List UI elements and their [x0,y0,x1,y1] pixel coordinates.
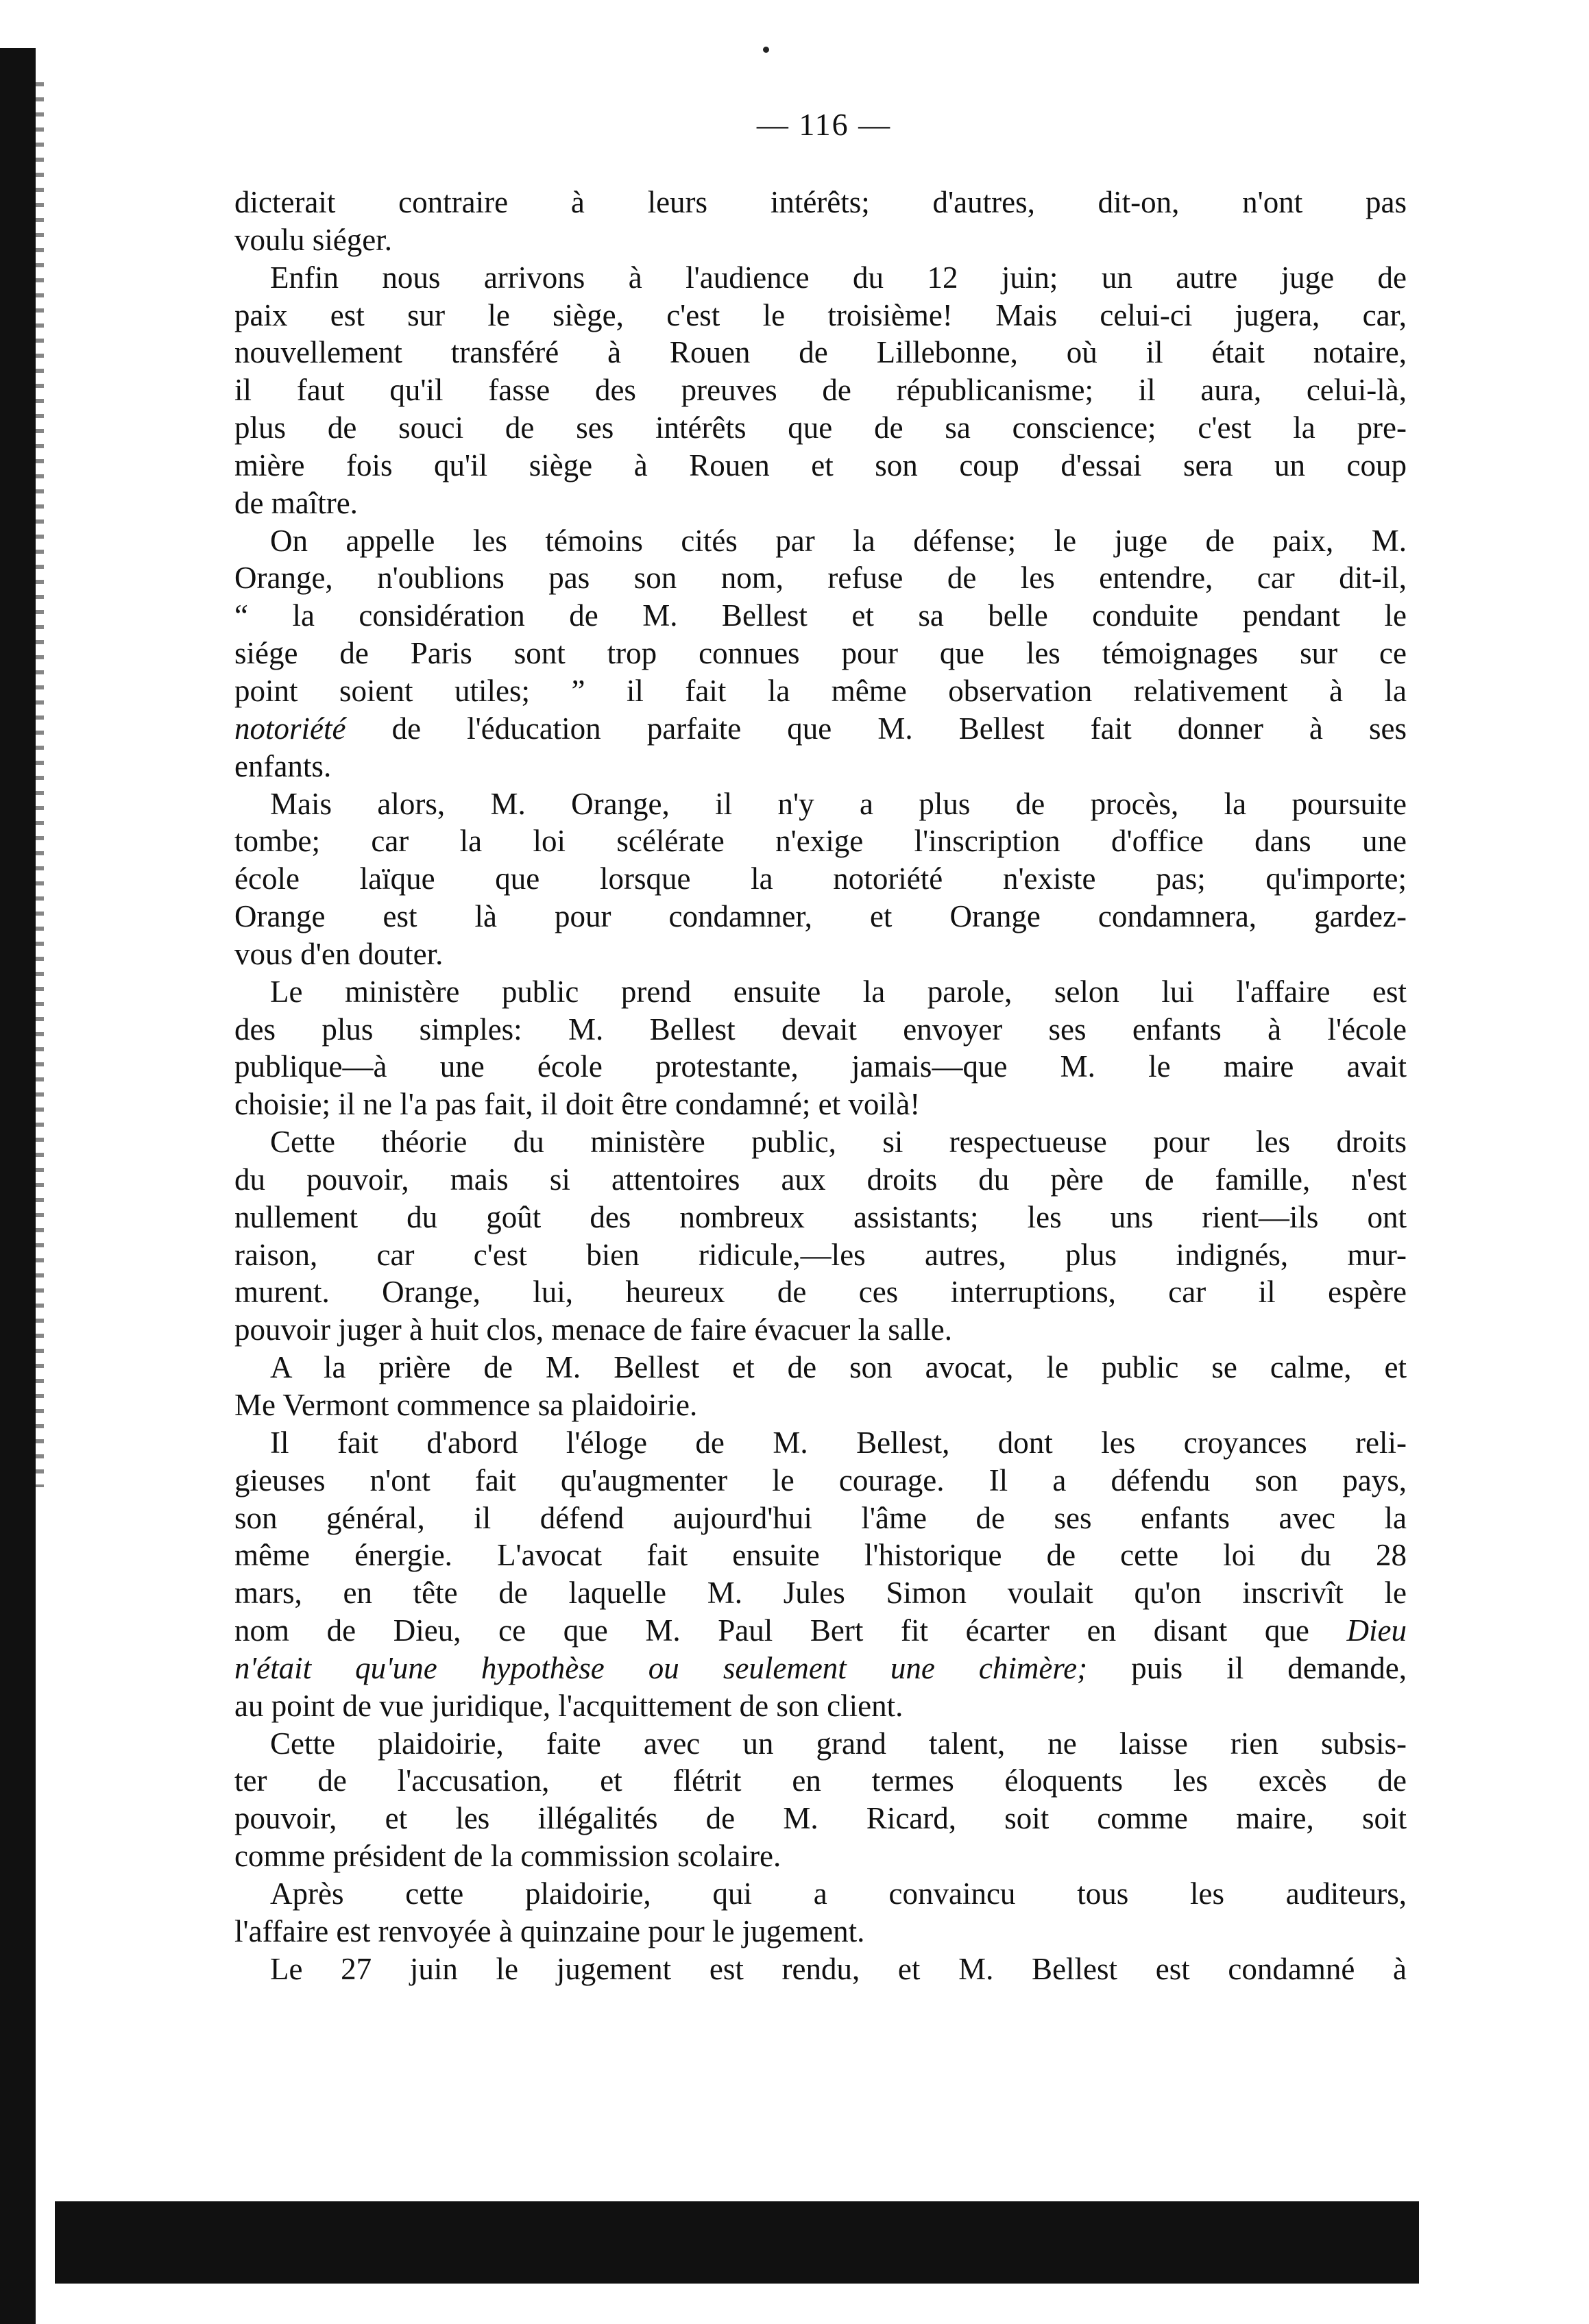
text-line [234,334,1407,371]
text-line [234,1462,1407,1500]
line-text: du pouvoir, mais si attentoires aux droits du père de famille, n'est [234,1162,1407,1197]
text-line [234,1612,1407,1650]
text-line [234,1386,1407,1424]
text-line [234,1123,1407,1161]
text-line [234,1725,1407,1763]
line-text: comme président de la commission scolaire. [234,1839,781,1874]
text-line [234,710,1407,748]
text-line [234,409,1407,447]
line-text: tombe; car la loi scélérate n'exige l'inscription d'office dans une [234,824,1407,859]
text-line [234,1273,1407,1311]
line-text: de maître. [234,485,358,520]
line-text: choisie; il ne l'a pas fait, il doit être condamné; et voilà! [234,1087,921,1122]
text-line [234,259,1407,297]
text-line [234,635,1407,672]
text-line [234,1650,1407,1687]
line-text: de l'éducation parfaite que M. Bellest fait donner à ses [345,711,1407,746]
line-text: nom de Dieu, ce que M. Paul Bert fit écarter en disant que [234,1613,1347,1648]
line-text: “ la considération de M. Bellest et sa belle conduite pendant le [234,598,1407,633]
text-line [234,597,1407,635]
line-text: On appelle les témoins cités par la défense; le juge de paix, M. [270,523,1407,558]
line-text: au point de vue juridique, l'acquittement de son client. [234,1688,903,1723]
text-line [234,1800,1407,1837]
line-text: murent. Orange, lui, heureux de ces interruptions, car il espère [234,1275,1407,1310]
italic-text: notoriété [234,711,346,746]
text-line [234,1950,1407,1988]
line-text: Le ministère public prend ensuite la parole, selon lui l'affaire est [270,974,1407,1009]
line-text: l'affaire est renvoyée à quinzaine pour le jugement. [234,1913,865,1948]
text-line [234,973,1407,1011]
text-line [234,221,1407,259]
text-line [234,1011,1407,1049]
text-line [234,522,1407,560]
text-line [234,1236,1407,1274]
line-text: raison, car c'est bien ridicule,—les autres, plus indignés, mur- [234,1237,1407,1272]
line-text: point soient utiles; ” il fait la même observation relativement à la [234,673,1407,708]
text-line [234,1424,1407,1462]
line-text: paix est sur le siège, c'est le troisième! Mais celui-ci jugera, car, [234,297,1407,332]
line-text: gieuses n'ont fait qu'augmenter le courage. Il a défendu son pays, [234,1463,1407,1497]
scan-speck [763,47,769,53]
text-line [234,559,1407,597]
line-text: publique—à une école protestante, jamais—que M. le maire avait [234,1049,1407,1084]
text-line [234,822,1407,860]
line-text: voulu siéger. [234,222,392,257]
line-text: puis il demande, [1087,1650,1407,1685]
line-text: Après cette plaidoirie, qui a convaincu tous les auditeurs, [270,1876,1407,1911]
line-text: vous d'en douter. [234,936,444,971]
line-text: mière fois qu'il siège à Rouen et son coup d'essai sera un coup [234,448,1407,482]
line-text: Cette théorie du ministère public, si respectueuse pour les droits [270,1125,1407,1160]
text-line [234,1199,1407,1236]
line-text: pouvoir, et les illégalités de M. Ricard, soit comme maire, soit [234,1801,1407,1836]
italic-text: n'était qu'une hypothèse ou seulement une chimère; [234,1650,1088,1685]
line-text: plus de souci de ses intérêts que de sa conscience; c'est la pre- [234,411,1407,445]
italic-text: Dieu [1346,1613,1407,1648]
line-text: pouvoir juger à huit clos, menace de faire évacuer la salle. [234,1312,953,1347]
text-line [234,1762,1407,1800]
scan-left-border-noise [36,82,44,1487]
text-line [234,672,1407,710]
page-number: — 116 — [756,107,892,142]
text-line [234,1161,1407,1199]
text-line [234,748,1407,785]
text-line [234,898,1407,935]
text-line [234,1537,1407,1574]
line-text: Mais alors, M. Orange, il n'y a plus de procès, la poursuite [270,786,1407,821]
line-text: Me Vermont commence sa plaidoirie. [234,1388,698,1422]
line-text: mars, en tête de laquelle M. Jules Simon voulait qu'on inscrivît le [234,1576,1407,1611]
line-text: des plus simples: M. Bellest devait envoyer ses enfants à l'école [234,1012,1407,1047]
line-text: Il fait d'abord l'éloge de M. Bellest, dont les croyances reli- [270,1425,1407,1460]
line-text: nouvellement transféré à Rouen de Lillebonne, où il était notaire, [234,335,1407,370]
scan-left-border [0,48,36,2324]
line-text: Orange, n'oublions pas son nom, refuse de les entendre, car dit-il, [234,561,1407,596]
scan-bottom-border [55,2201,1419,2284]
text-line [234,860,1407,898]
line-text: nullement du goût des nombreux assistants; les uns rient—ils ont [234,1199,1407,1234]
text-line [234,1875,1407,1913]
line-text: Le 27 juin le jugement est rendu, et M. Bellest est condamné à [270,1951,1407,1986]
text-line [234,1349,1407,1386]
line-text: Orange est là pour condamner, et Orange condamnera, gardez- [234,899,1407,934]
line-text: ter de l'accusation, et flétrit en termes éloquents les excès de [234,1763,1407,1798]
line-text: Enfin nous arrivons à l'audience du 12 juin; un autre juge de [270,260,1407,295]
text-line [234,1500,1407,1537]
line-text: son général, il défend aujourd'hui l'âme de ses enfants avec la [234,1500,1407,1535]
line-text: enfants. [234,748,332,783]
text-line [234,297,1407,334]
line-text: école laïque que lorsque la notoriété n'existe pas; qu'importe; [234,861,1407,896]
text-line [234,184,1407,221]
line-text: A la prière de M. Bellest et de son avocat, le public se calme, et [270,1350,1407,1385]
text-line [234,1687,1407,1725]
line-text: dicterait contraire à leurs intérêts; d'autres, dit-on, n'ont pas [234,185,1407,219]
text-line [234,447,1407,485]
text-line [234,371,1407,409]
body-text [234,184,1407,1988]
text-line [234,485,1407,522]
text-line [234,785,1407,823]
text-line [234,1048,1407,1086]
line-text: même énergie. L'avocat fait ensuite l'historique de cette loi du 28 [234,1538,1407,1573]
text-line [234,1913,1407,1950]
text-line [234,1311,1407,1349]
text-line [234,1086,1407,1123]
text-line [234,1837,1407,1875]
text-line [234,1574,1407,1612]
line-text: siége de Paris sont trop connues pour que les témoignages sur ce [234,636,1407,671]
line-text: Cette plaidoirie, faite avec un grand talent, ne laisse rien subsis- [270,1726,1407,1761]
line-text: il faut qu'il fasse des preuves de républicanisme; il aura, celui-là, [234,373,1407,408]
text-line [234,935,1407,973]
